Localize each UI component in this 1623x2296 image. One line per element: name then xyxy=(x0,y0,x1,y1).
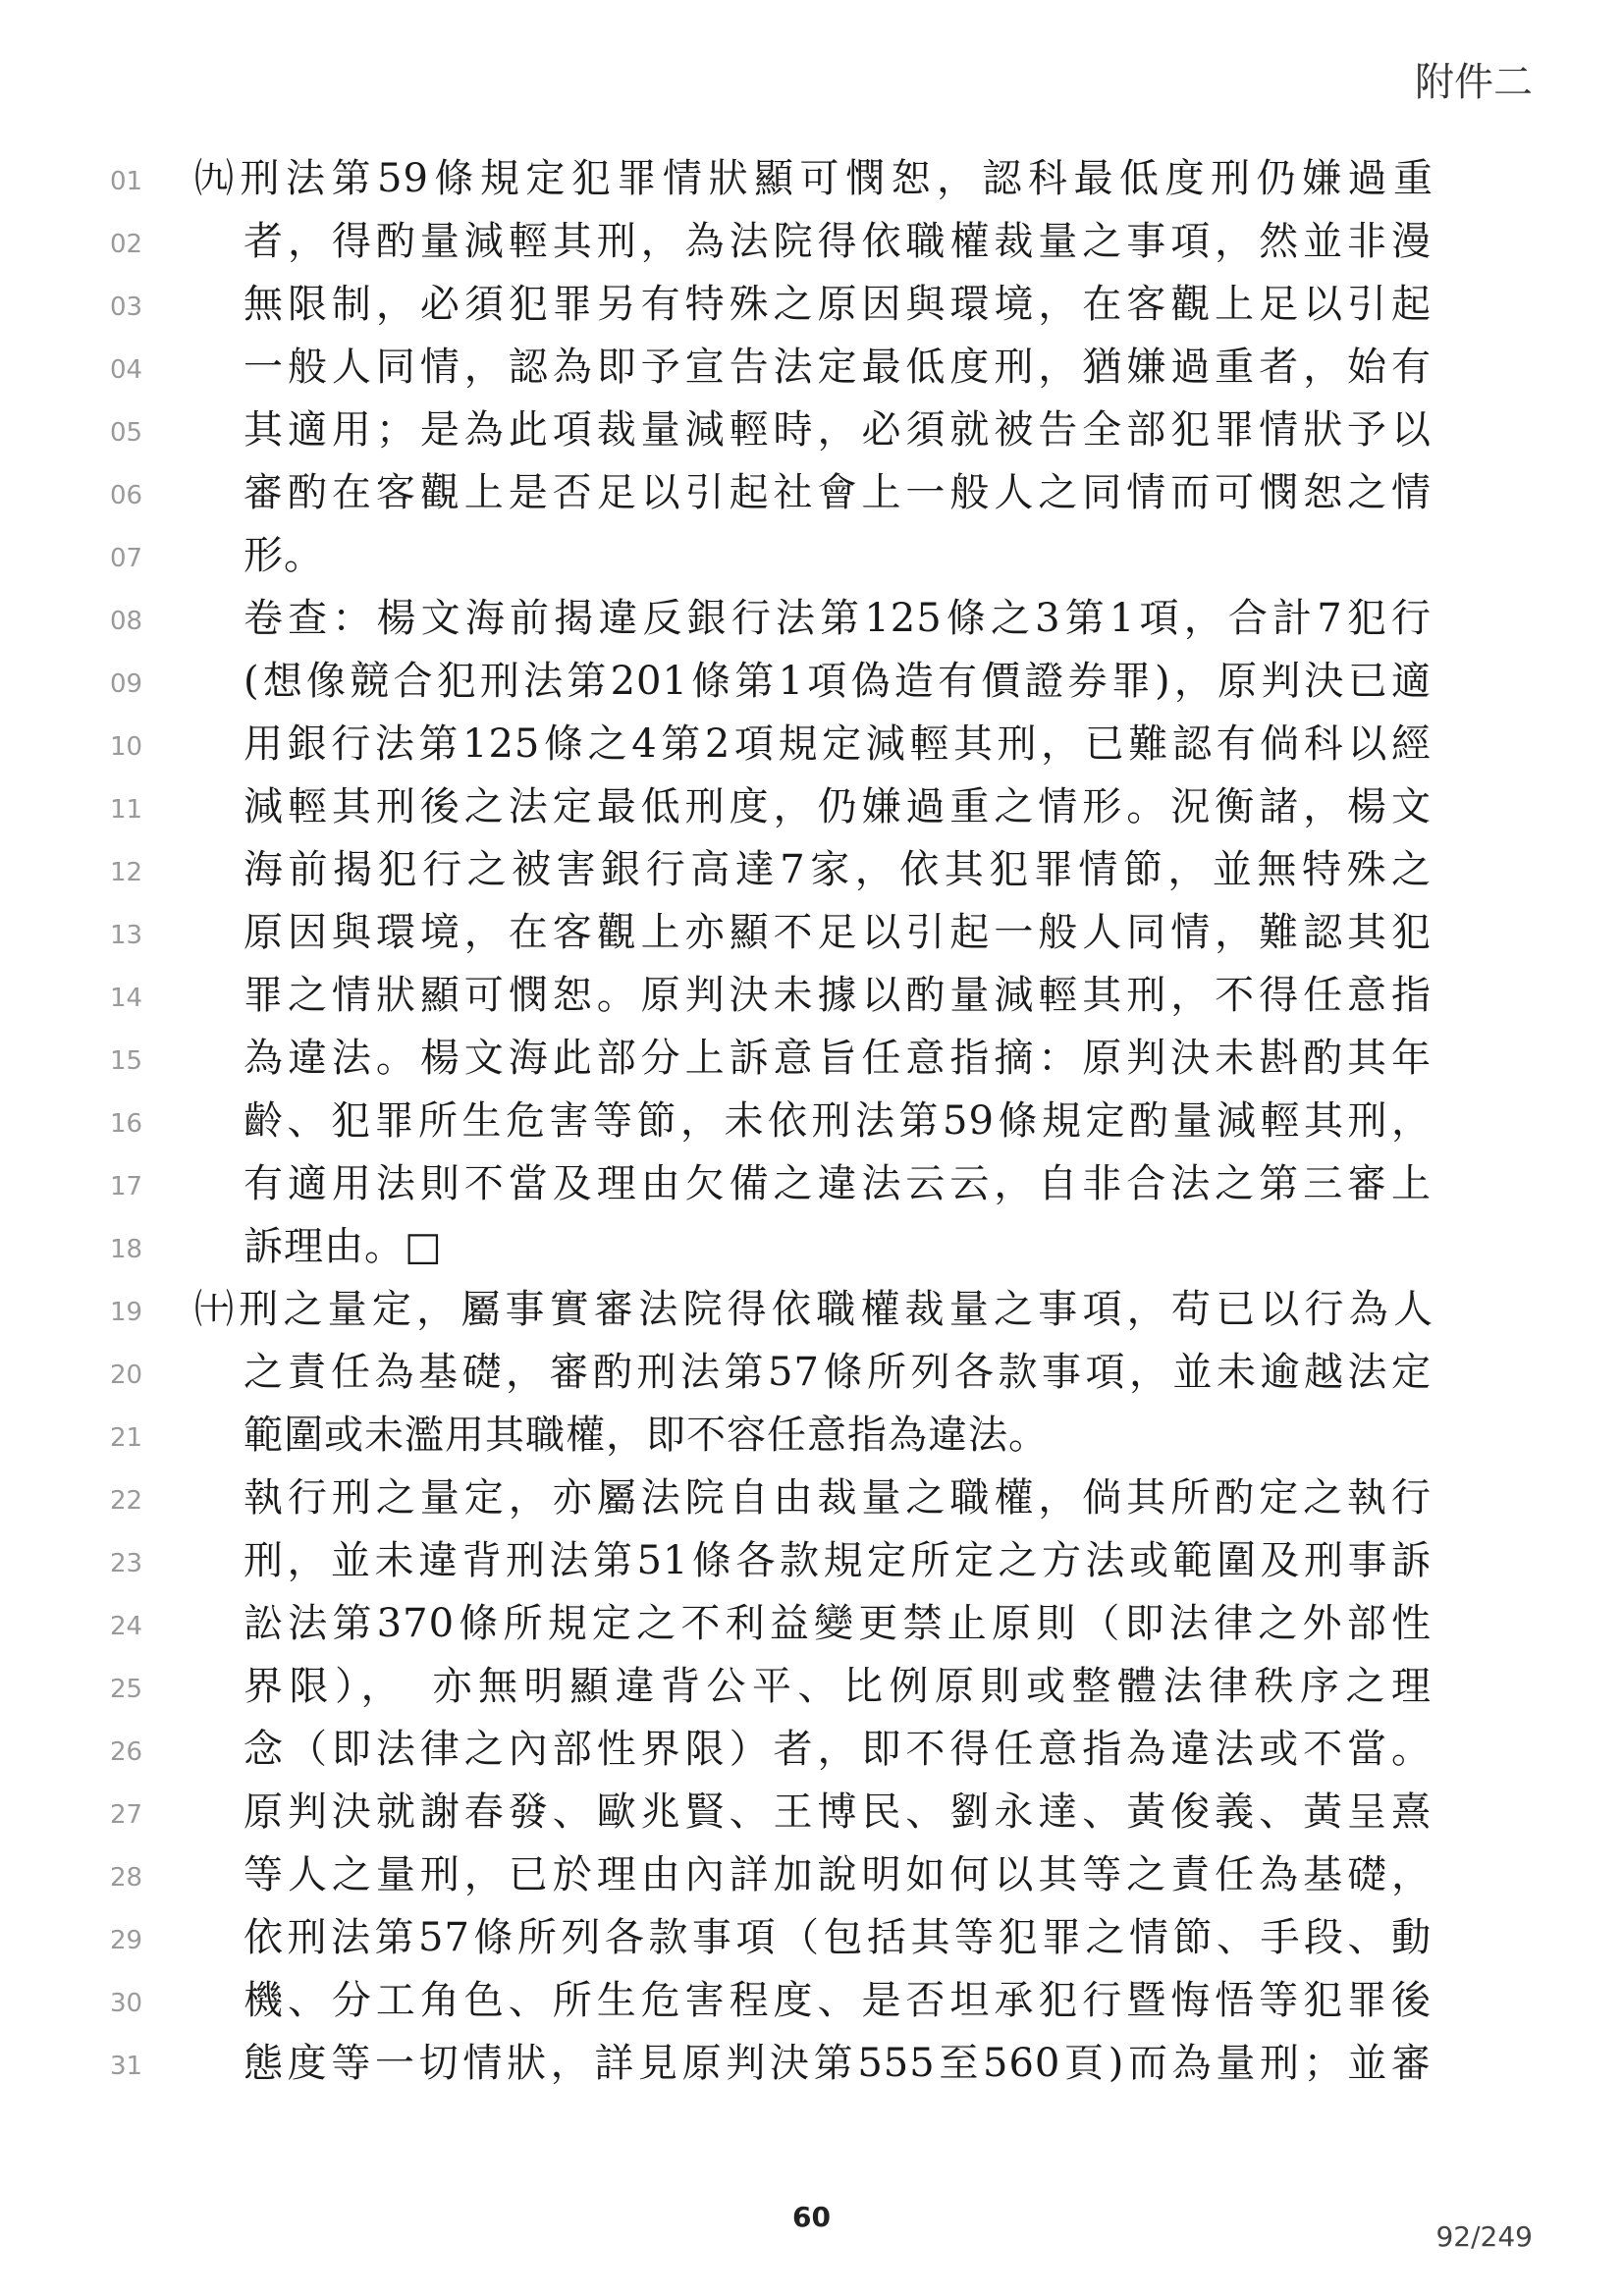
document-line xyxy=(0,1655,1623,1718)
document-line xyxy=(0,1781,1623,1843)
line-text: 機、分工角色、所生危害程度、是否坦承犯行暨悔悟等犯罪後 xyxy=(243,1978,1432,2023)
document-line xyxy=(0,1090,1623,1152)
line-number: 24 xyxy=(110,1612,143,1641)
page-number: 60 xyxy=(792,2201,831,2233)
line-number: 01 xyxy=(110,167,143,196)
line-number: 29 xyxy=(110,1926,143,1955)
line-number: 10 xyxy=(110,732,143,762)
line-number: 03 xyxy=(110,293,143,322)
document-line xyxy=(0,273,1623,336)
document-line xyxy=(0,650,1623,713)
document-line xyxy=(0,1592,1623,1655)
line-text: 訟法第370條所規定之不利益變更禁止原則（即法律之外部性 xyxy=(243,1601,1432,1646)
line-number: 27 xyxy=(110,1800,143,1830)
line-text: 齡、犯罪所生危害等節，未依刑法第59條規定酌量減輕其刑， xyxy=(243,1098,1432,1144)
line-number: 08 xyxy=(110,607,143,636)
line-text: 等人之量刑，已於理由內詳加說明如何以其等之責任為基礎， xyxy=(243,1852,1432,1897)
line-number: 19 xyxy=(110,1298,143,1327)
document-line xyxy=(0,1467,1623,1529)
document-line xyxy=(0,210,1623,273)
line-text: (想像競合犯刑法第201條第1項偽造有價證券罪)，原判決已適 xyxy=(243,659,1432,704)
line-number: 07 xyxy=(110,544,143,573)
document-line xyxy=(0,775,1623,838)
page-counter: 92/249 xyxy=(1435,2220,1533,2253)
line-text: 罪之情狀顯可憫恕。原判決未據以酌量減輕其刑，不得任意指 xyxy=(243,973,1432,1018)
line-number: 04 xyxy=(110,355,143,385)
document-line xyxy=(0,1215,1623,1278)
line-number: 13 xyxy=(110,921,143,950)
line-number: 16 xyxy=(110,1109,143,1139)
line-text: 其適用；是為此項裁量減輕時，必須就被告全部犯罪情狀予以 xyxy=(243,407,1432,453)
line-number: 05 xyxy=(110,418,143,448)
line-number: 17 xyxy=(110,1172,143,1201)
line-text: 念（即法律之內部性界限）者，即不得任意指為違法或不當。 xyxy=(243,1727,1432,1772)
document-line xyxy=(0,1027,1623,1090)
line-number: 15 xyxy=(110,1046,143,1076)
document-line xyxy=(0,1341,1623,1404)
line-text: 卷查：楊文海前揭違反銀行法第125條之3第1項，合計7犯行 xyxy=(243,596,1432,641)
document-line xyxy=(0,461,1623,524)
line-number: 18 xyxy=(110,1235,143,1264)
line-number: 02 xyxy=(110,230,143,259)
annex-label: 附件二 xyxy=(1415,60,1533,105)
document-line xyxy=(0,713,1623,775)
document-line xyxy=(0,1906,1623,1969)
line-text: 界限）， 亦無明顯違背公平、比例原則或整體法律秩序之理 xyxy=(243,1664,1432,1709)
line-number: 12 xyxy=(110,858,143,887)
line-number: 11 xyxy=(110,795,143,825)
line-number: 31 xyxy=(110,2052,143,2081)
document-line xyxy=(0,336,1623,399)
line-number: 28 xyxy=(110,1863,143,1893)
line-text: 無限制，必須犯罪另有特殊之原因與環境，在客觀上足以引起 xyxy=(243,282,1432,327)
line-text: 範圍或未濫用其職權，即不容任意指為違法。 xyxy=(243,1413,1049,1458)
line-text: 有適用法則不當及理由欠備之違法云云，自非合法之第三審上 xyxy=(243,1161,1432,1206)
document-line xyxy=(0,1529,1623,1592)
document-line xyxy=(0,964,1623,1027)
line-text: 之責任為基礎，審酌刑法第57條所列各款事項，並未逾越法定 xyxy=(243,1350,1432,1395)
line-number: 21 xyxy=(110,1423,143,1453)
line-text: 原判決就謝春發、歐兆賢、王博民、劉永達、黃俊義、黃呈熹 xyxy=(243,1789,1432,1835)
document-line xyxy=(0,399,1623,461)
document-line xyxy=(0,901,1623,964)
line-number: 23 xyxy=(110,1549,143,1578)
document-line xyxy=(0,587,1623,650)
line-text: 訴理由。□ xyxy=(243,1224,443,1269)
document-line xyxy=(0,2032,1623,2095)
line-text: 態度等一切情狀，詳見原判決第555至560頁)而為量刑；並審 xyxy=(243,2041,1432,2086)
line-text: 者，得酌量減輕其刑，為法院得依職權裁量之事項，然並非漫 xyxy=(243,219,1432,264)
line-text: 審酌在客觀上是否足以引起社會上一般人之同情而可憫恕之情 xyxy=(243,470,1432,515)
document-line xyxy=(0,1404,1623,1467)
line-text: 一般人同情，認為即予宣告法定最低度刑，猶嫌過重者，始有 xyxy=(243,345,1432,390)
line-text: 執行刑之量定，亦屬法院自由裁量之職權，倘其所酌定之執行 xyxy=(243,1475,1432,1521)
document-line xyxy=(0,1969,1623,2032)
line-text: 依刑法第57條所列各款事項（包括其等犯罪之情節、手段、動 xyxy=(243,1915,1432,1960)
line-number: 22 xyxy=(110,1486,143,1516)
line-number: 30 xyxy=(110,1989,143,2018)
line-text: 用銀行法第125條之4第2項規定減輕其刑，已難認有倘科以經 xyxy=(243,721,1432,767)
line-text: 為違法。楊文海此部分上訴意旨任意指摘：原判決未斟酌其年 xyxy=(243,1036,1432,1081)
document-line xyxy=(0,838,1623,901)
document-line xyxy=(0,1843,1623,1906)
line-number: 09 xyxy=(110,669,143,699)
line-number: 26 xyxy=(110,1737,143,1767)
line-text: 海前揭犯行之被害銀行高達7家，依其犯罪情節，並無特殊之 xyxy=(243,847,1432,892)
line-text: ㈨刑法第59條規定犯罪情狀顯可憫恕，認科最低度刑仍嫌過重 xyxy=(194,156,1434,201)
line-text: 原因與環境，在客觀上亦顯不足以引起一般人同情，難認其犯 xyxy=(243,910,1432,955)
document-line xyxy=(0,147,1623,210)
line-number: 06 xyxy=(110,481,143,510)
document-line xyxy=(0,1152,1623,1215)
document-line xyxy=(0,524,1623,587)
document-line xyxy=(0,1718,1623,1781)
line-number: 20 xyxy=(110,1361,143,1390)
line-text: ㈩刑之量定，屬事實審法院得依職權裁量之事項，苟已以行為人 xyxy=(194,1287,1434,1332)
line-text: 刑，並未違背刑法第51條各款規定所定之方法或範圍及刑事訴 xyxy=(243,1538,1432,1583)
line-text: 形。 xyxy=(243,533,324,578)
line-number: 25 xyxy=(110,1675,143,1704)
line-text: 減輕其刑後之法定最低刑度，仍嫌過重之情形。況衡諸，楊文 xyxy=(243,784,1432,829)
document-line xyxy=(0,1278,1623,1341)
line-number: 14 xyxy=(110,984,143,1013)
